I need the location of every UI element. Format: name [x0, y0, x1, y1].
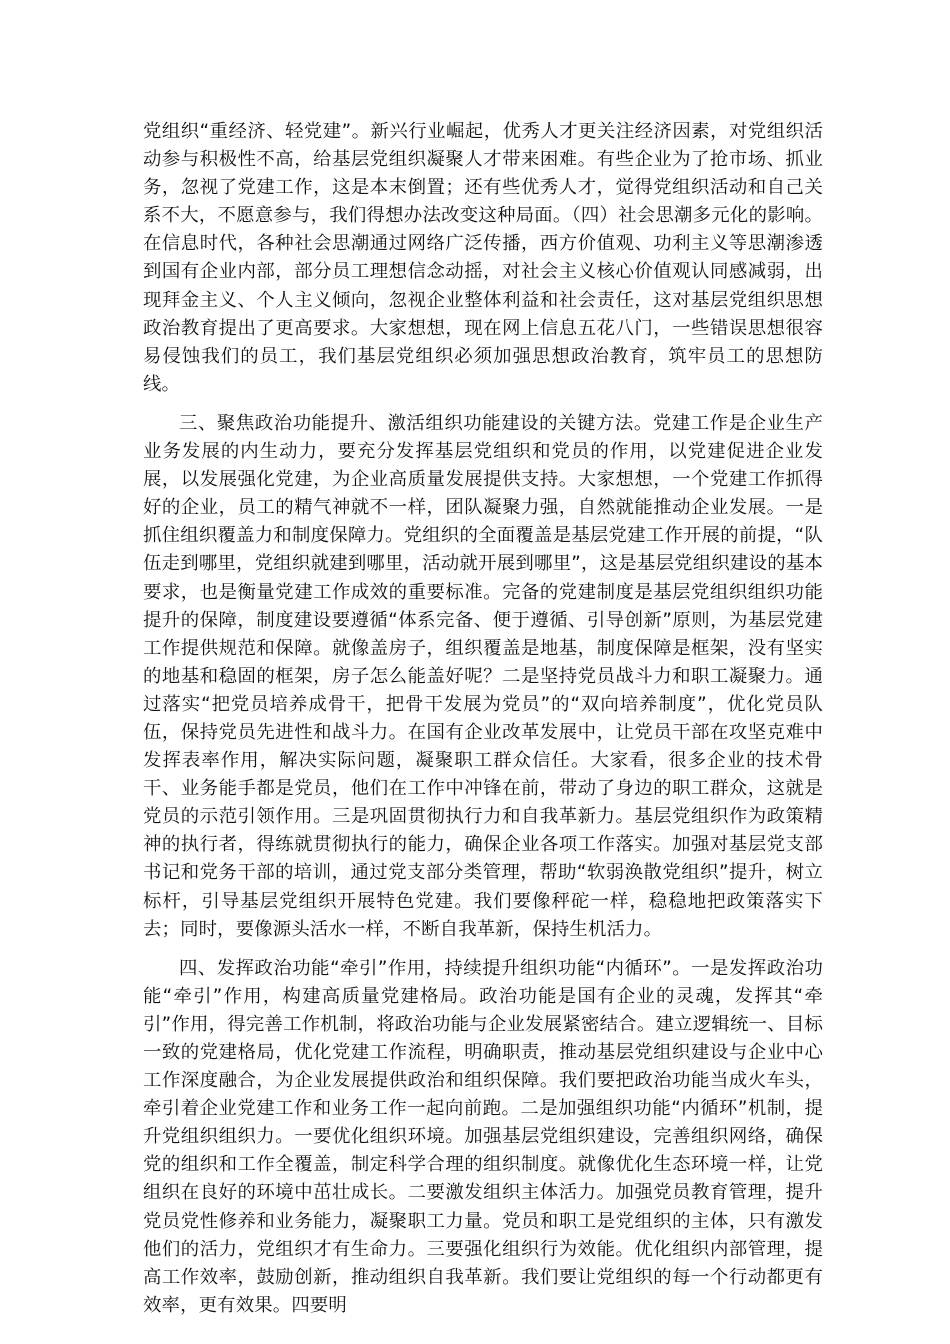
paragraph-continued: 党组织“重经济、轻党建”。新兴行业崛起，优秀人才更关注经济因素，对党组织活动参与积极性不高，给基层党组织凝聚人才带来困难。有些企业为了抢市场、抓业务，忽视了党建工作，这是本末倒置；还有些优秀人才，觉得党组织活动和自己关系不大，不愿意参与，我们得想办法改变这种局面。（四）社会思潮多元化的影响。在信息时代，各种社会思潮通过网络广泛传播，西方价值观、功利主义等思潮渗透到国有企业内部，部分员工理想信念动摇，对社会主义核心价值观认同感减弱，出现拜金主义、个人主义倾向，忽视企业整体利益和社会责任，这对基层党组织思想政治教育提出了更高要求。大家想想，现在网上信息五花八门，一些错误思想很容易侵蚀我们的员工，我们基层党组织必须加强思想政治教育，筑牢员工的思想防线。 — [143, 121, 823, 395]
paragraph-section-three: 三、聚焦政治功能提升、激活组织功能建设的关键方法。党建工作是企业生产业务发展的内生动力，要充分发挥基层党组织和党员的作用，以党建促进企业发展，以发展强化党建，为企业高质量发展提供支持。大家想想，一个党建工作抓得好的企业，员工的精气神就不一样，团队凝聚力强，自然就能推动企业发展。一是抓住组织覆盖力和制度保障力。党组织的全面覆盖是基层党建工作开展的前提，“队伍走到哪里，党组织就建到哪里，活动就开展到哪里”，这是基层党组织建设的基本要求，也是衡量党建工作成效的重要标准。完备的党建制度是基层党组织组织功能提升的保障，制度建设要遵循“体系完备、便于遵循、引导创新”原则，为基层党建工作提供规范和保障。就像盖房子，组织覆盖是地基，制度保障是框架，没有坚实的地基和稳固的框架，房子怎么能盖好呢？二是坚持党员战斗力和职工凝聚力。通过落实“把党员培养成骨干，把骨干发展为党员”的“双向培养制度”，优化党员队伍，保持党员先进性和战斗力。在国有企业改革发展中，让党员干部在攻坚克难中发挥表率作用，解决实际问题，凝聚职工群众信任。大家看，很多企业的技术骨干、业务能手都是党员，他们在工作中冲锋在前，带动了身边的职工群众，这就是党员的示范引领作用。三是巩固贯彻执行力和自我革新力。基层党组织作为政策精神的执行者，得练就贯彻执行的能力，确保企业各项工作落实。加强对基层党支部书记和党务干部的培训，通过党支部分类管理，帮助“软弱涣散党组织”提升，树立标杆，引导基层党组织开展特色党建。我们要像秤砣一样，稳稳地把政策落实下去；同时，要像源头活水一样，不断自我革新，保持生机活力。 — [143, 412, 823, 940]
paragraph-section-four: 四、发挥政治功能“牵引”作用，持续提升组织功能“内循环”。一是发挥政治功能“牵引”作用，构建高质量党建格局。政治功能是国有企业的灵魂，发挥其“牵引”作用，得完善工作机制，将政治功能与企业发展紧密结合。建立逻辑统一、目标一致的党建格局，优化党建工作流程，明确职责，推动基层党组织建设与企业中心工作深度融合，为企业发展提供政治和组织保障。我们要把政治功能当成火车头，牵引着企业党建工作和业务工作一起向前跑。二是加强组织功能“内循环”机制，提升党组织组织力。一要优化组织环境。加强基层党组织建设，完善组织网络，确保党的组织和工作全覆盖，制定科学合理的组织制度。就像优化生态环境一样，让党组织在良好的环境中茁壮成长。二要激发组织主体活力。加强党员教育管理，提升党员党性修养和业务能力，凝聚职工力量。党员和职工是党组织的主体，只有激发他们的活力，党组织才有生命力。三要强化组织行为效能。优化组织内部管理，提高工作效率，鼓励创新，推动组织自我革新。我们要让党组织的每一个行动都更有效率，更有效果。四要明 — [143, 957, 823, 1316]
document-page — [143, 118, 823, 1320]
